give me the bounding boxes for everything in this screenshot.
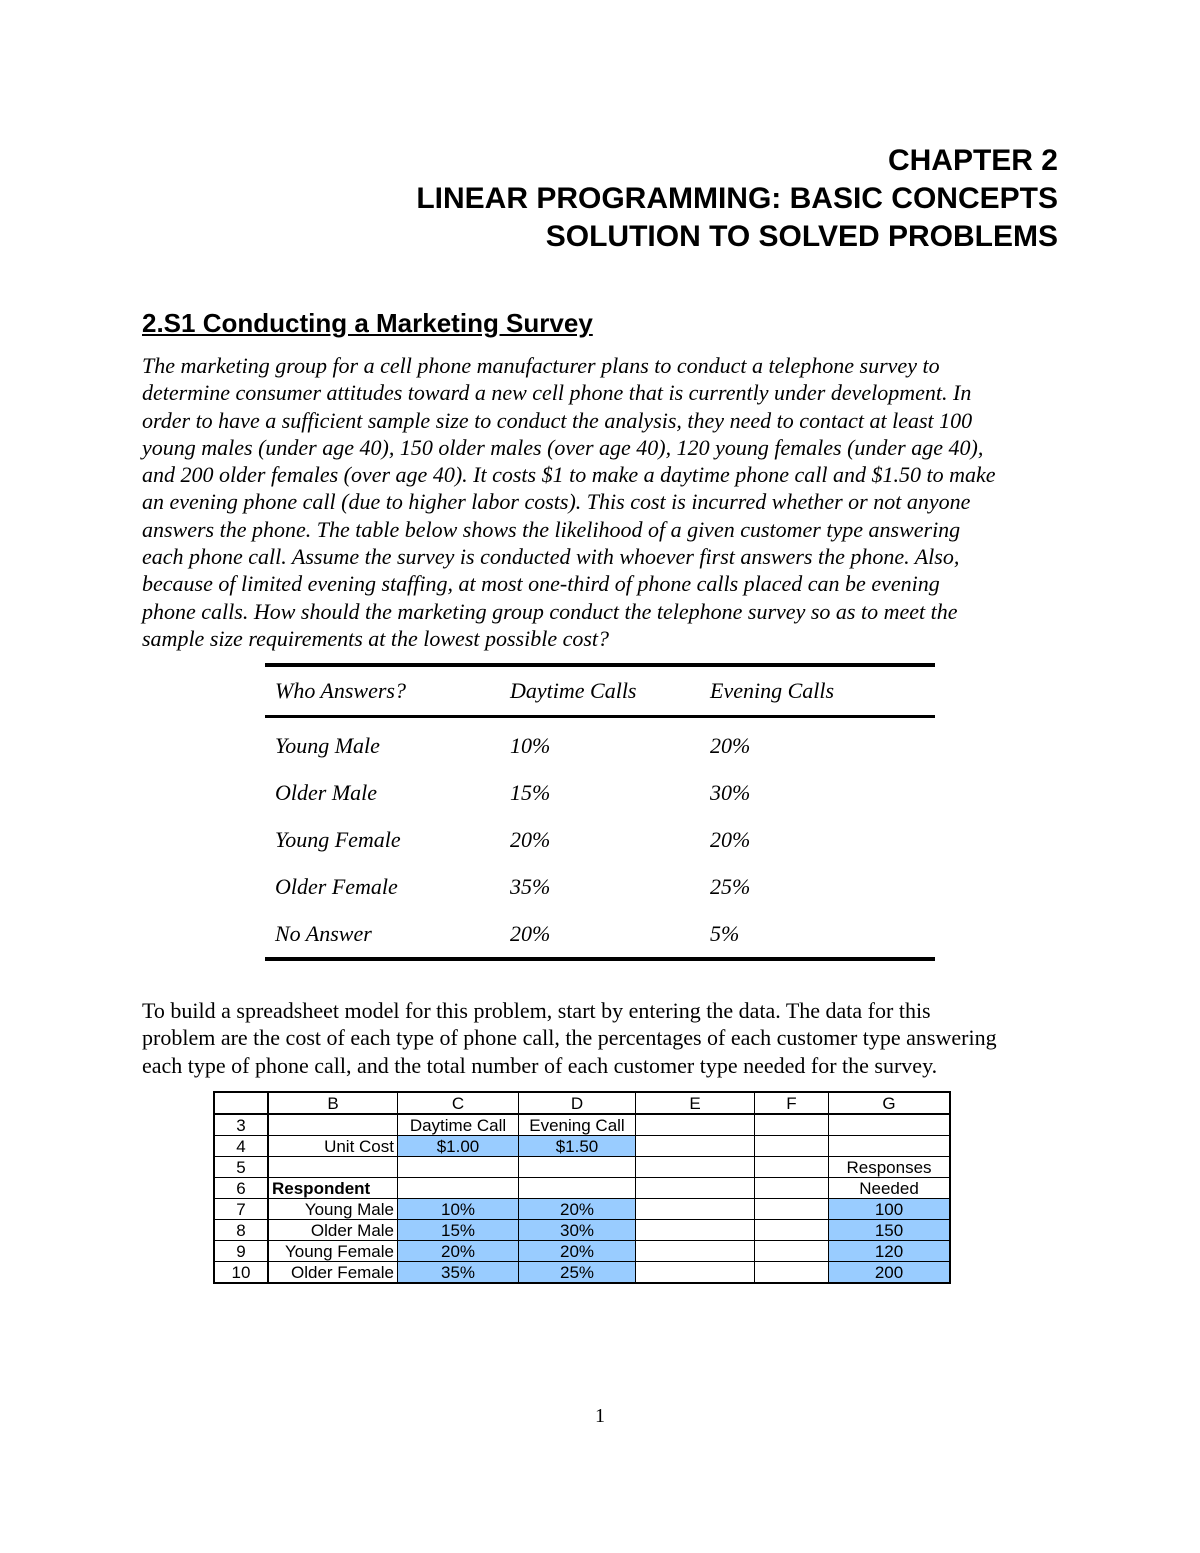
problem-line: sample size requirements at the lowest possible cost? <box>142 625 610 651</box>
cell-d4: $1.50 <box>519 1136 636 1157</box>
spreadsheet-row <box>214 1114 950 1136</box>
cell-e5 <box>636 1157 755 1178</box>
cell-c3: Daytime Call <box>398 1114 519 1136</box>
cell-e7 <box>636 1199 755 1220</box>
cell-b3 <box>268 1114 398 1136</box>
page-number: 1 <box>595 1405 605 1427</box>
table-header-row <box>265 665 935 717</box>
evening-percent: 20% <box>519 1241 636 1262</box>
spreadsheet-row <box>214 1178 950 1199</box>
cell-e6 <box>636 1178 755 1199</box>
cell-b4: Unit Cost <box>268 1136 398 1157</box>
intro-paragraph <box>142 997 1072 1079</box>
row-number: 5 <box>214 1157 268 1178</box>
cell-g6: Needed <box>829 1178 951 1199</box>
spreadsheet-row <box>214 1262 950 1284</box>
table-cell: 20% <box>510 826 551 852</box>
chapter-subtitle: SOLUTION TO SOLVED PROBLEMS <box>545 220 1058 253</box>
row-number: 6 <box>214 1178 268 1199</box>
cell-d3: Evening Call <box>519 1114 636 1136</box>
daytime-percent: 20% <box>398 1241 519 1262</box>
spreadsheet-row <box>214 1136 950 1157</box>
respondent-label: Older Male <box>268 1220 398 1241</box>
table-cell: Young Female <box>275 826 401 852</box>
table-cell: 20% <box>710 826 751 852</box>
column-header-d: D <box>519 1092 636 1114</box>
cell-c6 <box>398 1178 519 1199</box>
daytime-percent: 10% <box>398 1199 519 1220</box>
cell-f10 <box>755 1262 829 1284</box>
problem-statement <box>142 352 1072 652</box>
cell-c4: $1.00 <box>398 1136 519 1157</box>
cell-e4 <box>636 1136 755 1157</box>
problem-line: because of limited evening staffing, at most one-third of phone calls placed can be evening <box>142 571 940 597</box>
spreadsheet-row <box>214 1220 950 1241</box>
cell-d5 <box>519 1157 636 1178</box>
row-number: 8 <box>214 1220 268 1241</box>
column-header-b: B <box>268 1092 398 1114</box>
cell-e8 <box>636 1220 755 1241</box>
table-cell: 5% <box>710 920 740 946</box>
respondent-label: Older Female <box>268 1262 398 1284</box>
intro-line: To build a spreadsheet model for this problem, start by entering the data. The data for this <box>142 998 931 1023</box>
cell-e3 <box>636 1114 755 1136</box>
cell-e10 <box>636 1262 755 1284</box>
table-cell: 35% <box>510 873 551 899</box>
cell-f9 <box>755 1241 829 1262</box>
cell-f8 <box>755 1220 829 1241</box>
row-number: 4 <box>214 1136 268 1157</box>
problem-line: order to have a sufficient sample size to conduct the analysis, they need to contact at least 100 <box>142 407 973 433</box>
table-cell: Older Male <box>275 779 378 805</box>
spreadsheet-row <box>214 1199 950 1220</box>
intro-line: problem are the cost of each type of phone call, the percentages of each customer type answering <box>142 1025 997 1051</box>
responses-needed: 200 <box>829 1262 951 1284</box>
respondent-label: Young Female <box>268 1241 398 1262</box>
table-cell: 10% <box>510 732 551 758</box>
chapter-title: LINEAR PROGRAMMING: BASIC CONCEPTS <box>416 182 1058 215</box>
problem-line: each phone call. Assume the survey is conducted with whoever first answers the phone. Also, <box>142 544 960 570</box>
table-cell: Young Male <box>275 732 380 758</box>
responses-needed: 100 <box>829 1199 951 1220</box>
respondent-label: Young Male <box>268 1199 398 1220</box>
row-number: 7 <box>214 1199 268 1220</box>
responses-needed: 120 <box>829 1241 951 1262</box>
evening-percent: 20% <box>519 1199 636 1220</box>
daytime-percent: 15% <box>398 1220 519 1241</box>
table-cell: 30% <box>710 779 751 805</box>
answer-likelihood-table <box>265 663 935 961</box>
chapter-number: CHAPTER 2 <box>887 144 1058 177</box>
row-number: 10 <box>214 1262 268 1284</box>
column-header-g: G <box>829 1092 951 1114</box>
cell-e9 <box>636 1241 755 1262</box>
cell-c5 <box>398 1157 519 1178</box>
chapter-heading <box>416 142 1058 256</box>
cell-f5 <box>755 1157 829 1178</box>
spreadsheet-row <box>214 1157 950 1178</box>
cell-g3 <box>829 1114 951 1136</box>
cell-g4 <box>829 1136 951 1157</box>
intro-line: each type of phone call, and the total number of each customer type needed for the survey. <box>142 1052 938 1078</box>
spreadsheet-model <box>213 1091 951 1284</box>
problem-line: and 200 older females (over age 40). It costs $1 to make a daytime phone call and $1.50 to make <box>142 462 996 488</box>
column-header: Daytime Calls <box>510 678 637 703</box>
cell-b6: Respondent <box>268 1178 398 1199</box>
cell-f3 <box>755 1114 829 1136</box>
spreadsheet-column-header-row <box>214 1092 950 1114</box>
column-header-f: F <box>755 1092 829 1114</box>
cell-b5 <box>268 1157 398 1178</box>
problem-line: answers the phone. The table below shows the likelihood of a given customer type answering <box>142 516 961 542</box>
table-row <box>265 769 935 816</box>
table-row <box>265 910 935 959</box>
daytime-percent: 35% <box>398 1262 519 1284</box>
problem-line: The marketing group for a cell phone manufacturer plans to conduct a telephone survey to <box>142 353 940 378</box>
responses-needed: 150 <box>829 1220 951 1241</box>
column-header-c: C <box>398 1092 519 1114</box>
column-header-e: E <box>636 1092 755 1114</box>
cell-f6 <box>755 1178 829 1199</box>
table-row <box>265 717 935 770</box>
evening-percent: 25% <box>519 1262 636 1284</box>
problem-line: an evening phone call (due to higher labor costs). This cost is incurred whether or not anyone <box>142 489 971 515</box>
cell-d6 <box>519 1178 636 1199</box>
row-number: 3 <box>214 1114 268 1136</box>
table-row <box>265 863 935 910</box>
table-row <box>265 816 935 863</box>
column-header: Who Answers? <box>275 678 406 703</box>
cell-g5: Responses <box>829 1157 951 1178</box>
table-cell: 25% <box>710 873 751 899</box>
problem-line: phone calls. How should the marketing group conduct the telephone survey so as to meet the <box>142 598 958 624</box>
table-cell: Older Female <box>275 873 398 899</box>
table-cell: No Answer <box>275 920 372 946</box>
spreadsheet-row <box>214 1241 950 1262</box>
table-cell: 15% <box>510 779 551 805</box>
row-number: 9 <box>214 1241 268 1262</box>
problem-line: determine consumer attitudes toward a new cell phone that is currently under development. In <box>142 380 972 406</box>
cell-f4 <box>755 1136 829 1157</box>
corner-cell <box>214 1092 268 1114</box>
table-cell: 20% <box>710 732 751 758</box>
column-header: Evening Calls <box>710 678 835 703</box>
problem-line: young males (under age 40), 150 older males (over age 40), 120 young females (under age 40), <box>142 434 984 460</box>
evening-percent: 30% <box>519 1220 636 1241</box>
cell-f7 <box>755 1199 829 1220</box>
section-title: 2.S1 Conducting a Marketing Survey <box>142 308 593 338</box>
table-cell: 20% <box>510 920 551 946</box>
